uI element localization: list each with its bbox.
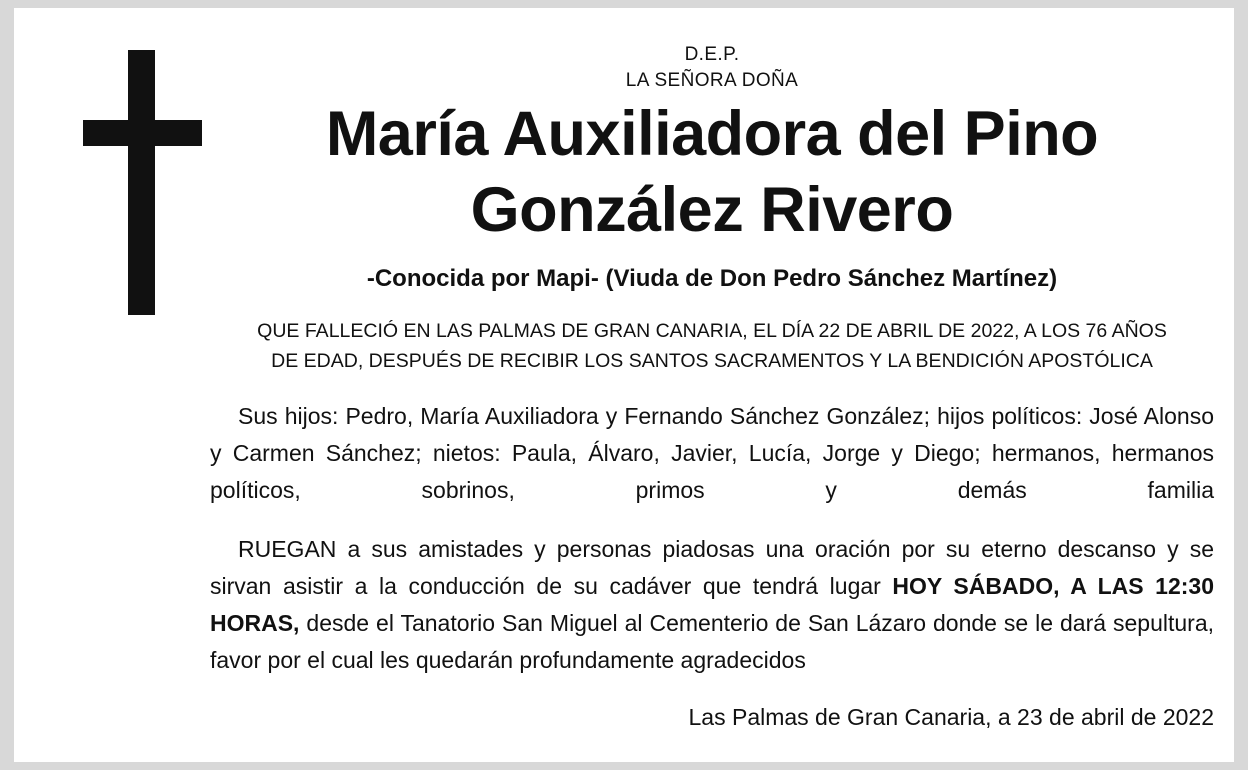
funeral-paragraph-part-1: RUEGAN a sus amistades y personas piadosas una oración por su eterno descanso y se sirvan asistir a la conducción de su cadáver que tendrá lugar [210,536,1214,599]
alias-and-widow-line: -Conocida por Mapi- (Viuda de Don Pedro Sánchez Martínez) [366,265,1058,292]
death-notice [204,316,1220,376]
cross-icon-horizontal-bar [83,120,202,146]
funeral-paragraph-part-2: desde el Tanatorio San Miguel al Cementerio de San Lázaro donde se le dará sepultura, favor por el cual les quedarán profundamente agradecidos [210,610,1214,673]
deceased-name-line-2: González Rivero [470,175,954,245]
honorific-label: LA SEÑORA DOÑA [625,70,799,91]
place-and-date: Las Palmas de Gran Canaria, a 23 de abril de 2022 [688,704,1214,730]
cross-icon [54,50,214,315]
death-notice-line-1: QUE FALLECIÓ EN LAS PALMAS DE GRAN CANARIA, EL DÍA 22 DE ABRIL DE 2022, A LOS 76 AÑOS [257,320,1167,342]
cross-icon-vertical-bar [128,50,155,315]
obituary-content [204,42,1220,733]
family-paragraph: Sus hijos: Pedro, María Auxiliadora y Fernando Sánchez González; hijos políticos: José Alonso y Carmen Sánchez; nietos: Paula, Álvaro, Javier, Lucía, Jorge y Diego; hermanos, hermanos políticos, sobrinos, primos y demás familia [210,403,1214,503]
funeral-time-highlight: HOY SÁBADO, A LAS 12:30 HORAS, [210,573,1214,636]
dep-label: D.E.P. [684,44,740,65]
death-notice-line-2: DE EDAD, DESPUÉS DE RECIBIR LOS SANTOS SACRAMENTOS Y LA BENDICIÓN APOSTÓLICA [271,350,1153,372]
deceased-name-line-1: María Auxiliadora del Pino [325,99,1099,169]
obituary-notice [14,8,1234,762]
funeral-paragraph [204,531,1220,679]
